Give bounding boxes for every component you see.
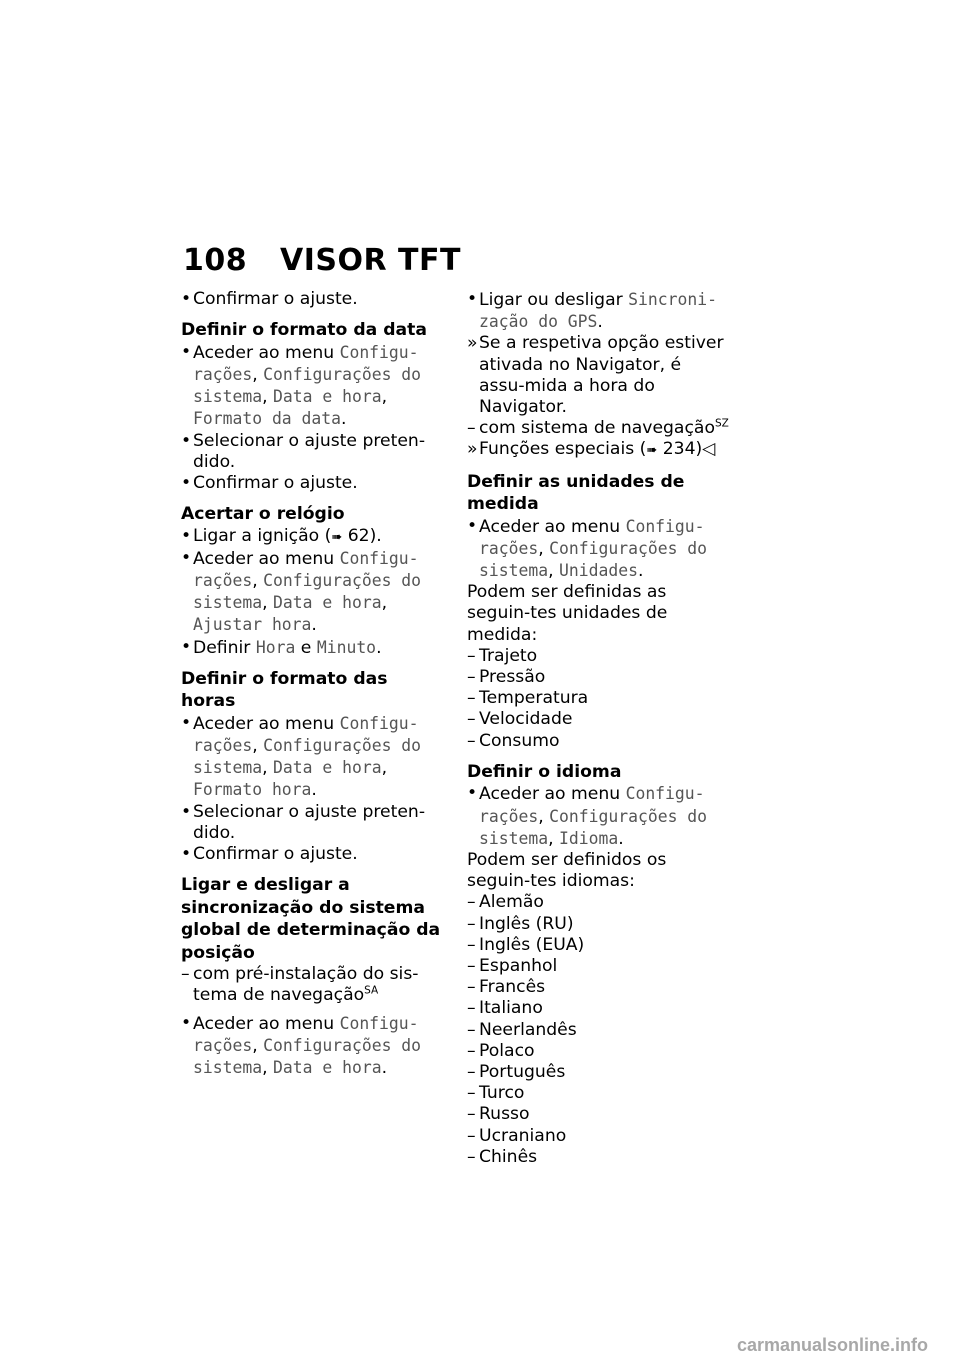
menu-path: Formato da data xyxy=(193,409,342,429)
bullet-item: • Ligar a ignição (➠ 62). xyxy=(181,526,443,548)
bullet-item: • Selecionar o ajuste preten-dido. xyxy=(181,431,443,473)
paragraph: Podem ser definidos os seguin-tes idiomas: xyxy=(467,849,667,892)
page-reference-icon: ➠ xyxy=(646,443,658,459)
bullet-item: • Selecionar o ajuste preten-dido. xyxy=(181,802,443,844)
language-item: – Português xyxy=(467,1062,729,1083)
menu-path: Data e hora xyxy=(273,758,382,778)
menu-path: Configu-rações xyxy=(193,548,419,591)
option-code: SZ xyxy=(714,417,729,430)
menu-path: Configu-rações xyxy=(193,713,419,756)
menu-path: Configurações do sistema xyxy=(193,571,422,613)
language-item: – Chinês xyxy=(467,1147,729,1168)
bullet-item: • Definir Hora e Minuto. xyxy=(181,637,443,659)
language-item: – Inglês (EUA) xyxy=(467,935,729,956)
menu-path: Formato hora xyxy=(193,780,312,800)
menu-path: Configu-rações xyxy=(479,516,705,558)
language-item: – Neerlandês xyxy=(467,1020,729,1041)
language-item: – Ucraniano xyxy=(467,1126,729,1147)
unit-item: – Velocidade xyxy=(467,709,729,730)
menu-path: Minuto xyxy=(316,637,377,657)
language-item: – Espanhol xyxy=(467,956,729,977)
menu-path: Configu-rações xyxy=(479,784,705,826)
left-column xyxy=(181,289,443,1079)
result-item: » Se a respetiva opção estiver ativada no Navigator, é assu-mida a hora do Navigator. xyxy=(467,333,729,418)
bullet-item: • Aceder ao menu Configu-rações, Configurações do sistema, Data e hora. xyxy=(181,1013,443,1080)
bullet-item: • Aceder ao menu Configu-rações, Configurações do sistema, Unidades. xyxy=(467,516,729,583)
menu-path: Configurações do sistema xyxy=(479,538,708,581)
language-item: – Francês xyxy=(467,977,729,998)
unit-item: – Pressão xyxy=(467,667,729,688)
section-heading: Acertar o relógio xyxy=(181,504,345,525)
menu-path: Unidades xyxy=(559,561,638,581)
unit-item: – Temperatura xyxy=(467,688,729,709)
paragraph: Podem ser definidas as seguin-tes unidades de medida: xyxy=(467,582,668,645)
condition-item: – com pré-instalação do sis-tema de navegação$^{SA}$ xyxy=(181,964,443,1006)
page-reference-icon: ➠ xyxy=(331,529,343,545)
menu-path: Idioma xyxy=(559,828,619,848)
menu-path: Configurações do sistema xyxy=(193,736,422,778)
menu-path: Data e hora xyxy=(273,593,382,613)
menu-path: Ajustar hora xyxy=(193,615,312,635)
unit-item: – Consumo xyxy=(467,731,729,752)
section-heading: Definir as unidades de medida xyxy=(467,471,685,515)
menu-path: Hora xyxy=(255,637,296,657)
menu-path: Configurações do sistema xyxy=(479,806,708,848)
bullet-item: • Confirmar o ajuste. xyxy=(181,844,443,865)
condition-item: – com sistema de navegação$^{SZ}$ xyxy=(467,418,729,439)
watermark[interactable]: carmanualsonline.info xyxy=(737,1335,929,1355)
page-header xyxy=(183,243,461,283)
menu-path: Configu-rações xyxy=(193,1013,419,1055)
page-number: 108 xyxy=(183,243,248,278)
section-heading: Definir o formato da data xyxy=(181,320,427,341)
menu-path: Data e hora xyxy=(273,387,382,407)
section-title: VISOR TFT xyxy=(280,243,461,278)
menu-path: Sincroni-zação do GPS xyxy=(479,290,717,332)
menu-path: Configu-rações xyxy=(193,342,419,384)
bullet-item: • Aceder ao menu Configu-rações, Configurações do sistema, Idioma. xyxy=(467,783,729,850)
language-item: – Inglês (RU) xyxy=(467,914,729,935)
section-heading: Ligar e desligar a sincronização do sistema global de determinação da posição xyxy=(181,875,441,963)
bullet-item: • Aceder ao menu Configu-rações, Configurações do sistema, Data e hora, Formato hora. xyxy=(181,713,443,802)
right-column xyxy=(467,289,729,1168)
bullet-item: • Ligar ou desligar Sincroni-zação do GPS. xyxy=(467,289,729,333)
language-item: – Italiano xyxy=(467,998,729,1019)
menu-path: Data e hora xyxy=(273,1058,382,1078)
bullet-item: • Confirmar o ajuste. xyxy=(181,289,443,310)
section-heading: Definir o idioma xyxy=(467,761,622,782)
language-item: – Russo xyxy=(467,1104,729,1125)
menu-path: Configurações do sistema xyxy=(193,1035,422,1078)
language-item: – Polaco xyxy=(467,1041,729,1062)
bullet-item: • Aceder ao menu Configu-rações, Configurações do sistema, Data e hora, Ajustar hora. xyxy=(181,548,443,637)
bullet-item: • Aceder ao menu Configu-rações, Configurações do sistema, Data e hora, Formato da data. xyxy=(181,342,443,431)
bullet-item: • Confirmar o ajuste. xyxy=(181,473,443,494)
section-heading: Definir o formato das horas xyxy=(181,668,388,712)
option-code: SA xyxy=(364,984,379,997)
language-item: – Turco xyxy=(467,1083,729,1104)
unit-item: – Trajeto xyxy=(467,646,729,667)
menu-path: Configurações do sistema xyxy=(193,364,422,407)
language-item: – Alemão xyxy=(467,892,729,913)
result-item: » Funções especiais (➠ 234)◁ xyxy=(467,439,729,461)
